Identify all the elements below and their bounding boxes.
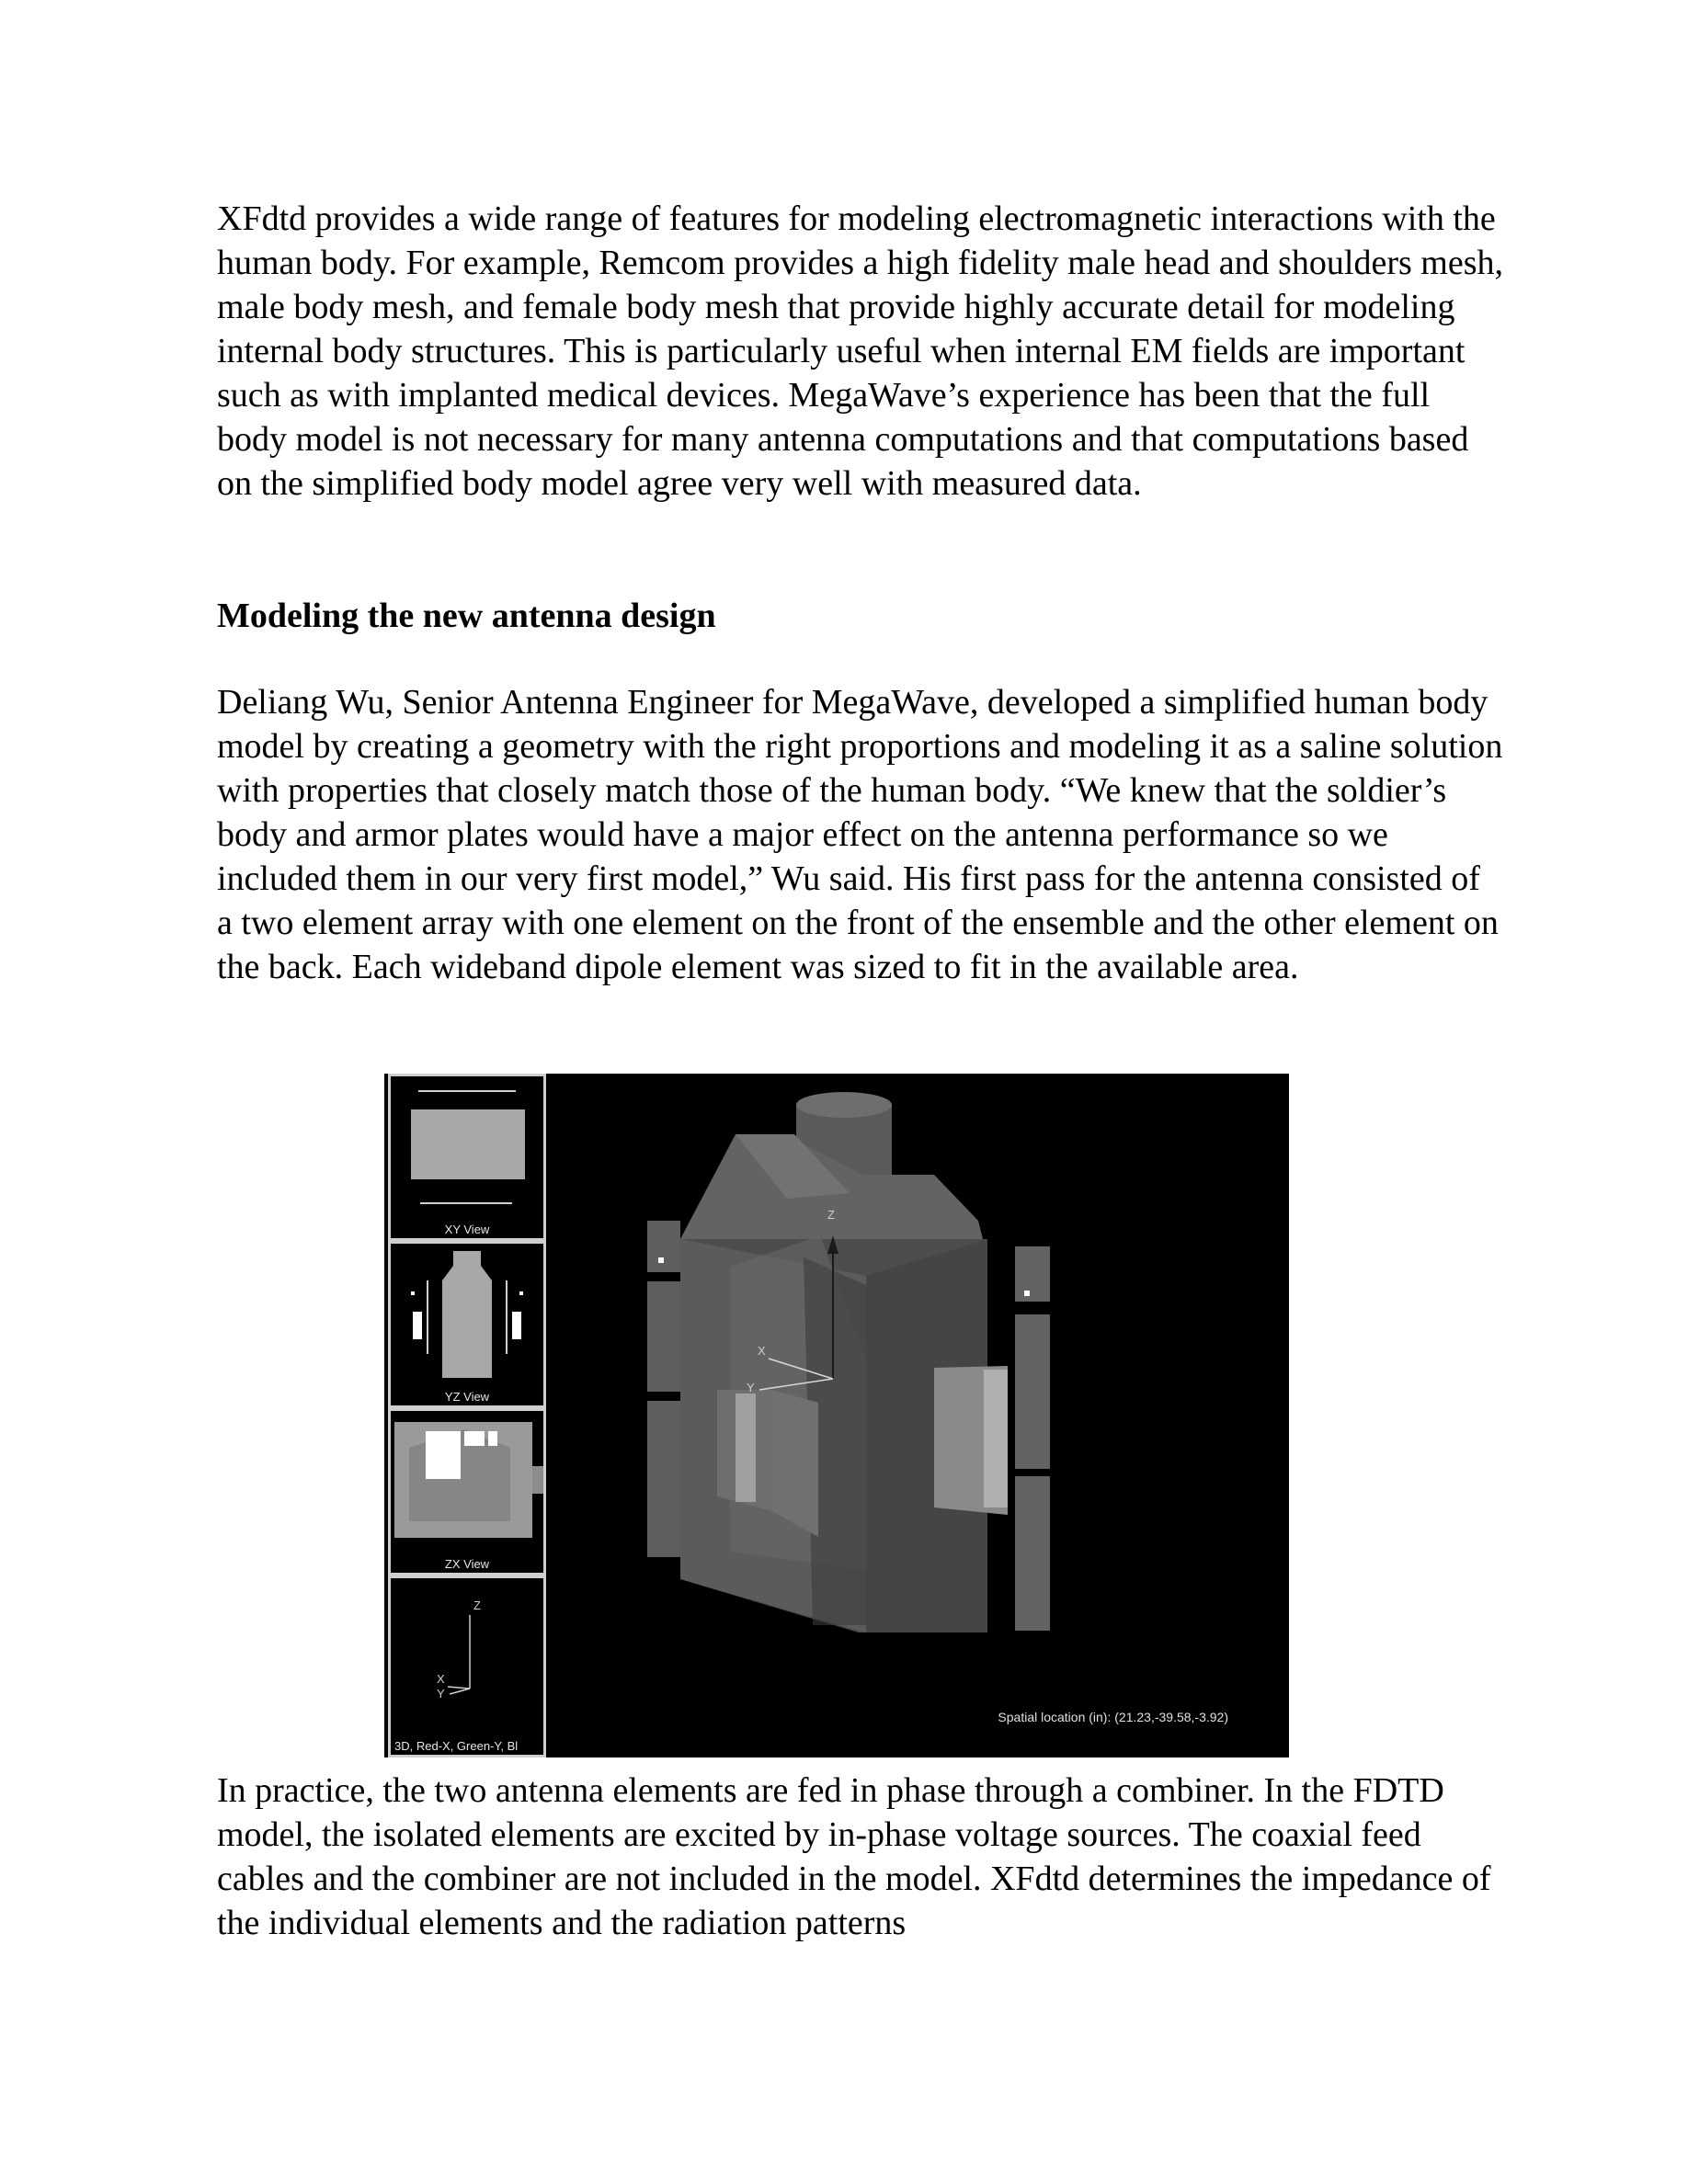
zx-view-label: ZX View [444, 1557, 490, 1571]
3d-axes-graphic [391, 1578, 543, 1755]
view-panes-column [384, 1074, 552, 1757]
3d-y-axis-label: Y [437, 1687, 445, 1701]
xy-view-label: XY View [444, 1223, 490, 1236]
3d-view-label: 3D, Red-X, Green-Y, Bl [394, 1739, 519, 1753]
xy-view-pane[interactable] [388, 1074, 546, 1241]
paragraph-intro: XFdtd provides a wide range of features for modeling electromagnetic interactions with the human body. For example, Remcom provides a high fidelity male head and shoulders mesh, male body mesh, and female body mesh that provide highly accurate detail for modeling internal body structures. This is particularly useful when internal EM fields are important such as with implanted medical devices. MegaWave’s experience has been that the full body model is not necessary for many antenna computations and that computations based on the simplified body model agree very well with measured data. [217, 199, 1504, 503]
yz-view-pane[interactable] [388, 1241, 546, 1408]
main-z-axis-label: Z [827, 1208, 835, 1222]
3d-main-viewport[interactable] [555, 1074, 1289, 1757]
yz-view-graphic [391, 1244, 543, 1405]
section-heading: Modeling the new antenna design [217, 597, 716, 635]
xfdtd-screenshot-figure [384, 1074, 1289, 1757]
main-y-axis-label: Y [747, 1381, 755, 1394]
3d-z-axis-label: Z [473, 1598, 481, 1612]
paragraph-model: Deliang Wu, Senior Antenna Engineer for MegaWave, developed a simplified human body model by creating a geometry with the right proportions and modeling it as a saline solution with properties that closely match those of the human body. “We knew that the soldier’s body and armor plates would have a major effect on the antenna performance so we included them in our very first model,” Wu said. His first pass for the antenna consisted of a two element array with one element on the front of the ensemble and the other element on the back. Each wideband dipole element was sized to fit in the available area. [217, 683, 1503, 986]
paragraph-practice: In practice, the two antenna elements are fed in phase through a combiner. In the FDTD model, the isolated elements are excited by in-phase voltage sources. The coaxial feed cables and the combiner are not included in the model. XFdtd determines the impedance of the individual elements and the radiation patterns [217, 1771, 1491, 1942]
spatial-location-readout: Spatial location (in): (21.23,-39.58,-3.92) [998, 1710, 1228, 1724]
body-model-rendering [555, 1074, 1289, 1757]
zx-view-graphic [391, 1411, 543, 1573]
xy-view-graphic [391, 1076, 543, 1238]
yz-view-label: YZ View [444, 1390, 490, 1404]
main-x-axis-label: X [758, 1344, 766, 1358]
3d-x-axis-label: X [437, 1672, 445, 1686]
3d-view-pane[interactable] [388, 1575, 546, 1757]
zx-view-pane[interactable] [388, 1408, 546, 1575]
